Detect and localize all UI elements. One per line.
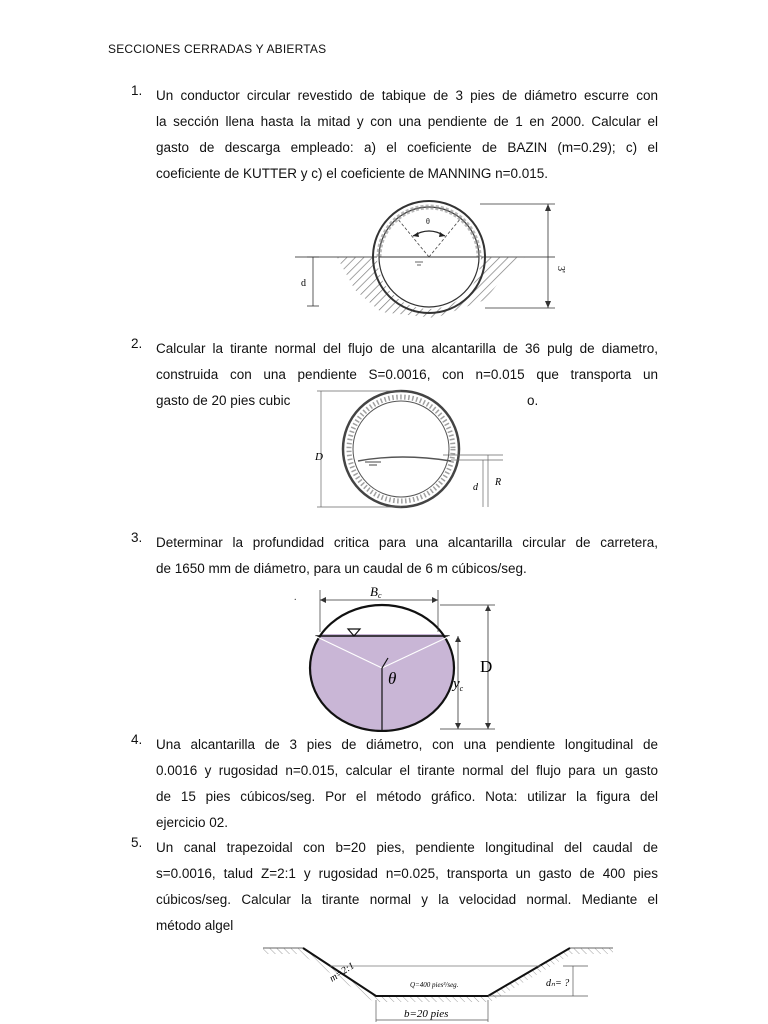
problem-1-text	[156, 83, 658, 187]
problem-1-line: Un conductor circular revestido de tabique de 3 pies de diámetro escurre con	[156, 88, 658, 103]
problem-2-line: gasto de 20 pies cubic	[156, 393, 291, 408]
svg-text:yc: $y_c$	[453, 676, 464, 693]
problem-3-number: 3.	[131, 530, 143, 545]
problem-2-line-end: o.	[527, 393, 539, 408]
svg-text:.: .	[294, 592, 297, 603]
depth-label: d	[301, 278, 306, 289]
problem-5-text	[156, 835, 658, 939]
problem-4-line: Una alcantarilla de 3 pies de diámetro, con una pendiente longitudinal de	[156, 737, 658, 752]
problem-5-number: 5.	[131, 835, 143, 850]
diameter-label: D	[315, 451, 323, 463]
problem-5-line: método algel	[156, 918, 234, 933]
problem-2-line: Calcular la tirante normal del flujo de una alcantarilla de 36 pulg de diametro,	[156, 341, 658, 356]
diameter-label: D	[480, 657, 493, 676]
top-width-label: B	[370, 584, 378, 599]
problem-3-line: de 1650 mm de diámetro, para un caudal de 6 m cúbicos/seg.	[156, 561, 527, 576]
problem-1-line: la sección llena hasta la mitad y con una pendiente de 1 en 2000. Calcular el	[156, 114, 658, 129]
problem-3-line: Determinar la profundidad critica para una alcantarilla circular de carretera,	[156, 535, 658, 550]
svg-text:Bc: Bc	[370, 584, 382, 600]
problem-1-line: gasto de descarga empleado: a) el coeficiente de BAZIN (m=0.29); c) el	[156, 140, 658, 155]
problem-5-line: Un canal trapezoidal con b=20 pies, pendiente longitudinal del caudal de	[156, 840, 658, 855]
problem-1-line: coeficiente de KUTTER y c) el coeficiente de MANNING n=0.015.	[156, 166, 549, 181]
problem-5-line: cúbicos/seg. Calcular la tirante normal y la velocidad normal. Mediante el	[156, 892, 658, 907]
flow-label: Q=400 pies³/seg.	[410, 981, 459, 989]
page-header: SECCIONES CERRADAS Y ABIERTAS	[108, 42, 327, 56]
figure-trapezoidal-channel	[258, 944, 618, 1024]
problem-5-line: s=0.0016, talud Z=2:1 y rugosidad n=0.025, transporta un gasto de 400 pies	[156, 866, 658, 881]
problem-4-line: 0.0016 y rugosidad n=0.015, calcular el tirante normal del flujo para un gasto	[156, 763, 658, 778]
figure-circular-pipe-depth	[303, 389, 525, 514]
depth-label: dₙ= ?	[546, 978, 570, 989]
base-label: b=20 pies	[404, 1008, 449, 1020]
slope-label: m=2:1	[327, 960, 357, 985]
problem-3-text	[156, 530, 658, 582]
problem-4-line: ejercicio 02.	[156, 815, 229, 830]
problem-1-number: 1.	[131, 83, 143, 98]
radius-label: R	[495, 477, 502, 488]
problem-2-number: 2.	[131, 336, 143, 351]
theta-label: θ	[426, 217, 430, 226]
depth-label: d	[473, 482, 478, 493]
problem-4-line: de 15 pies cúbicos/seg. Por el método gráfico. Nota: utilizar la figura del	[156, 789, 658, 804]
figure-critical-depth	[290, 582, 510, 732]
problem-4-text	[156, 732, 658, 836]
problem-4-number: 4.	[131, 732, 143, 747]
problem-2-line: construida con una pendiente S=0.0016, con n=0.015 que transporta un	[156, 367, 658, 382]
critical-depth-label: y	[453, 676, 460, 692]
theta-label: θ	[388, 669, 397, 688]
figure-circular-half-full	[285, 200, 580, 320]
diameter-label: 3'	[555, 266, 566, 273]
